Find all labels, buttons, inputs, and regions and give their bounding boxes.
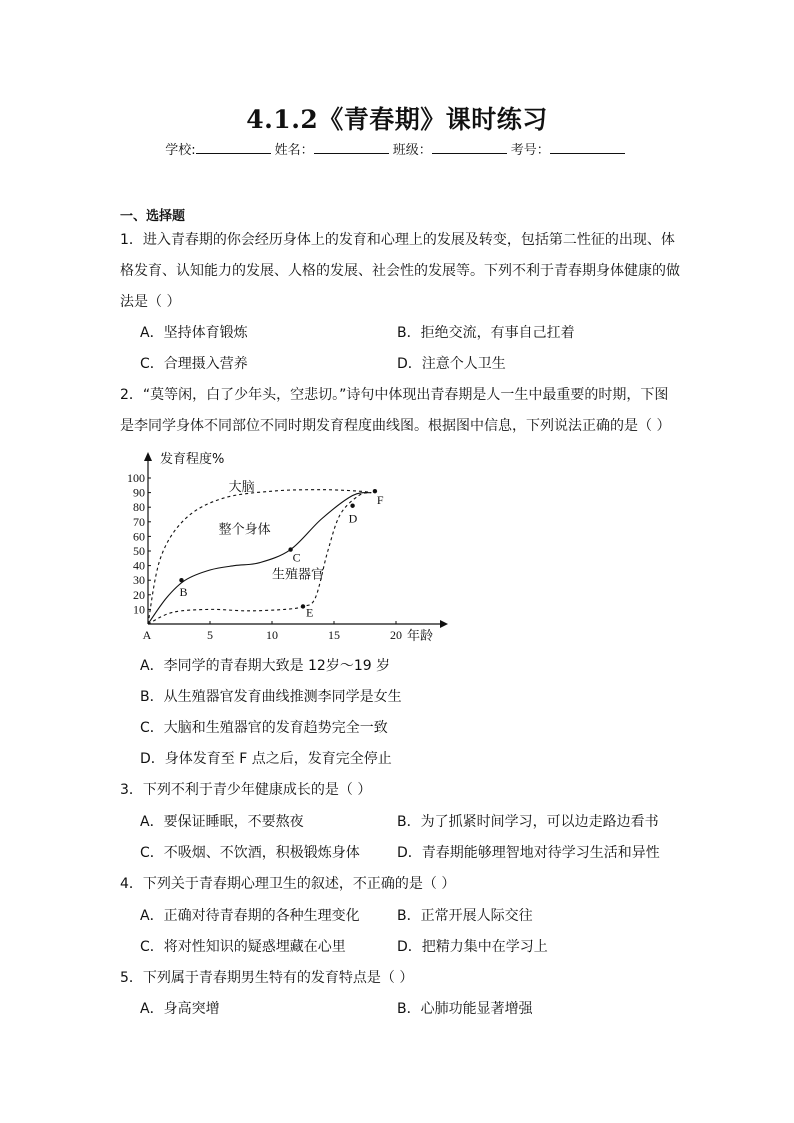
x-axis-arrow bbox=[440, 620, 448, 628]
series-line-2 bbox=[148, 493, 371, 624]
growth-chart bbox=[118, 447, 458, 647]
q2-stem-line2: 是李同学身体不同部位不同时期发育程度曲线图。根据图中信息，下列说法正确的是（ ） bbox=[120, 418, 671, 434]
series-label: 整个身体 bbox=[218, 522, 271, 538]
q4-option-c[interactable]: C．将对性知识的疑惑埋藏在心里 bbox=[140, 939, 346, 955]
y-tick-label: 20 bbox=[133, 587, 145, 602]
q1-option-a[interactable]: A．坚持体育锻炼 bbox=[140, 325, 248, 341]
q4-option-a[interactable]: A．正确对待青春期的各种生理变化 bbox=[140, 908, 360, 924]
student-info-row bbox=[0, 139, 794, 158]
point-label: D bbox=[348, 511, 358, 526]
point-d bbox=[350, 504, 354, 508]
class-blank[interactable] bbox=[432, 141, 507, 154]
class-label: 班级： bbox=[392, 143, 432, 158]
q2-option-d[interactable]: D．身体发育至 F 点之后，发育完全停止 bbox=[140, 751, 392, 767]
q2-option-c[interactable]: C．大脑和生殖器官的发育趋势完全一致 bbox=[140, 720, 388, 736]
q4-option-d[interactable]: D．把精力集中在学习上 bbox=[397, 939, 548, 955]
y-tick-label: 10 bbox=[133, 602, 145, 617]
name-label: 姓名： bbox=[274, 143, 314, 158]
school-blank[interactable] bbox=[196, 141, 271, 154]
y-tick-label: 100 bbox=[127, 471, 145, 485]
point-label: E bbox=[306, 605, 314, 620]
q5-stem: 5．下列属于青春期男生特有的发育特点是（ ） bbox=[120, 970, 414, 986]
q1-option-b[interactable]: B．拒绝交流，有事自己扛着 bbox=[397, 325, 575, 341]
q1-option-d[interactable]: D．注意个人卫生 bbox=[397, 356, 506, 372]
series-line-1 bbox=[148, 493, 371, 624]
point-label: C bbox=[292, 550, 301, 565]
y-tick-label: 30 bbox=[133, 573, 145, 588]
q3-option-c[interactable]: C．不吸烟、不饮酒，积极锻炼身体 bbox=[140, 845, 360, 861]
point-label: B bbox=[179, 585, 188, 600]
id-blank[interactable] bbox=[550, 141, 625, 154]
x-tick-label: 20 bbox=[390, 628, 402, 642]
q3-stem: 3．下列不利于青少年健康成长的是（ ） bbox=[120, 782, 372, 798]
x-tick-label: 10 bbox=[266, 628, 278, 642]
q2-stem-line1: 2．“莫等闲，白了少年头，空悲切。”诗句中体现出青春期是人一生中最重要的时期，下图 bbox=[120, 387, 669, 403]
series-label: 大脑 bbox=[228, 480, 255, 496]
q1-option-c[interactable]: C．合理摄入营养 bbox=[140, 356, 248, 372]
q3-option-b[interactable]: B．为了抓紧时间学习，可以边走路边看书 bbox=[397, 814, 659, 830]
y-axis-label: 发育程度% bbox=[160, 452, 225, 467]
q1-stem-line1: 1．进入青春期的你会经历身体上的发育和心理上的发展及转变，包括第二性征的出现、体 bbox=[120, 232, 675, 248]
q2-option-b[interactable]: B．从生殖器官发育曲线推测李同学是女生 bbox=[140, 689, 402, 705]
x-tick-label: 15 bbox=[328, 628, 340, 642]
q4-stem: 4．下列关于青春期心理卫生的叙述，不正确的是（ ） bbox=[120, 876, 456, 892]
point-b bbox=[179, 578, 183, 582]
q5-option-b[interactable]: B．心肺功能显著增强 bbox=[397, 1001, 533, 1017]
x-axis-label: 年龄 bbox=[407, 629, 434, 644]
series-line-0 bbox=[148, 490, 371, 624]
q1-stem-line3: 法是（ ） bbox=[120, 294, 181, 310]
y-tick-label: 50 bbox=[133, 544, 145, 558]
y-axis-arrow bbox=[144, 452, 152, 461]
school-label: 学校: bbox=[165, 143, 196, 158]
series-label: 生殖器官 bbox=[272, 567, 325, 583]
q5-option-a[interactable]: A．身高突增 bbox=[140, 1001, 220, 1017]
point-label: F bbox=[376, 493, 384, 508]
y-tick-label: 60 bbox=[133, 529, 145, 544]
y-tick-label: 80 bbox=[133, 500, 145, 515]
q2-option-a[interactable]: A．李同学的青春期大致是 12岁～19 岁 bbox=[140, 658, 391, 674]
y-tick-label: 90 bbox=[133, 485, 145, 500]
y-tick-label: 70 bbox=[133, 514, 145, 529]
q3-option-d[interactable]: D．青春期能够理智地对待学习生活和异性 bbox=[397, 845, 660, 861]
q1-stem-line2: 格发育、认知能力的发展、人格的发展、社会性的发展等。下列不利于青春期身体健康的做 bbox=[120, 263, 680, 279]
name-blank[interactable] bbox=[314, 141, 389, 154]
q4-option-b[interactable]: B．正常开展人际交往 bbox=[397, 908, 533, 924]
q3-option-a[interactable]: A．要保证睡眠，不要熬夜 bbox=[140, 814, 304, 830]
x-tick-label: 5 bbox=[207, 628, 213, 642]
origin-label: A bbox=[142, 628, 152, 642]
page-title: 4.1.2《青春期》课时练习 bbox=[246, 105, 548, 134]
id-label: 考号： bbox=[510, 143, 550, 158]
y-tick-label: 40 bbox=[133, 558, 145, 573]
section-heading: 一、选择题 bbox=[120, 209, 186, 224]
point-e bbox=[301, 604, 305, 608]
